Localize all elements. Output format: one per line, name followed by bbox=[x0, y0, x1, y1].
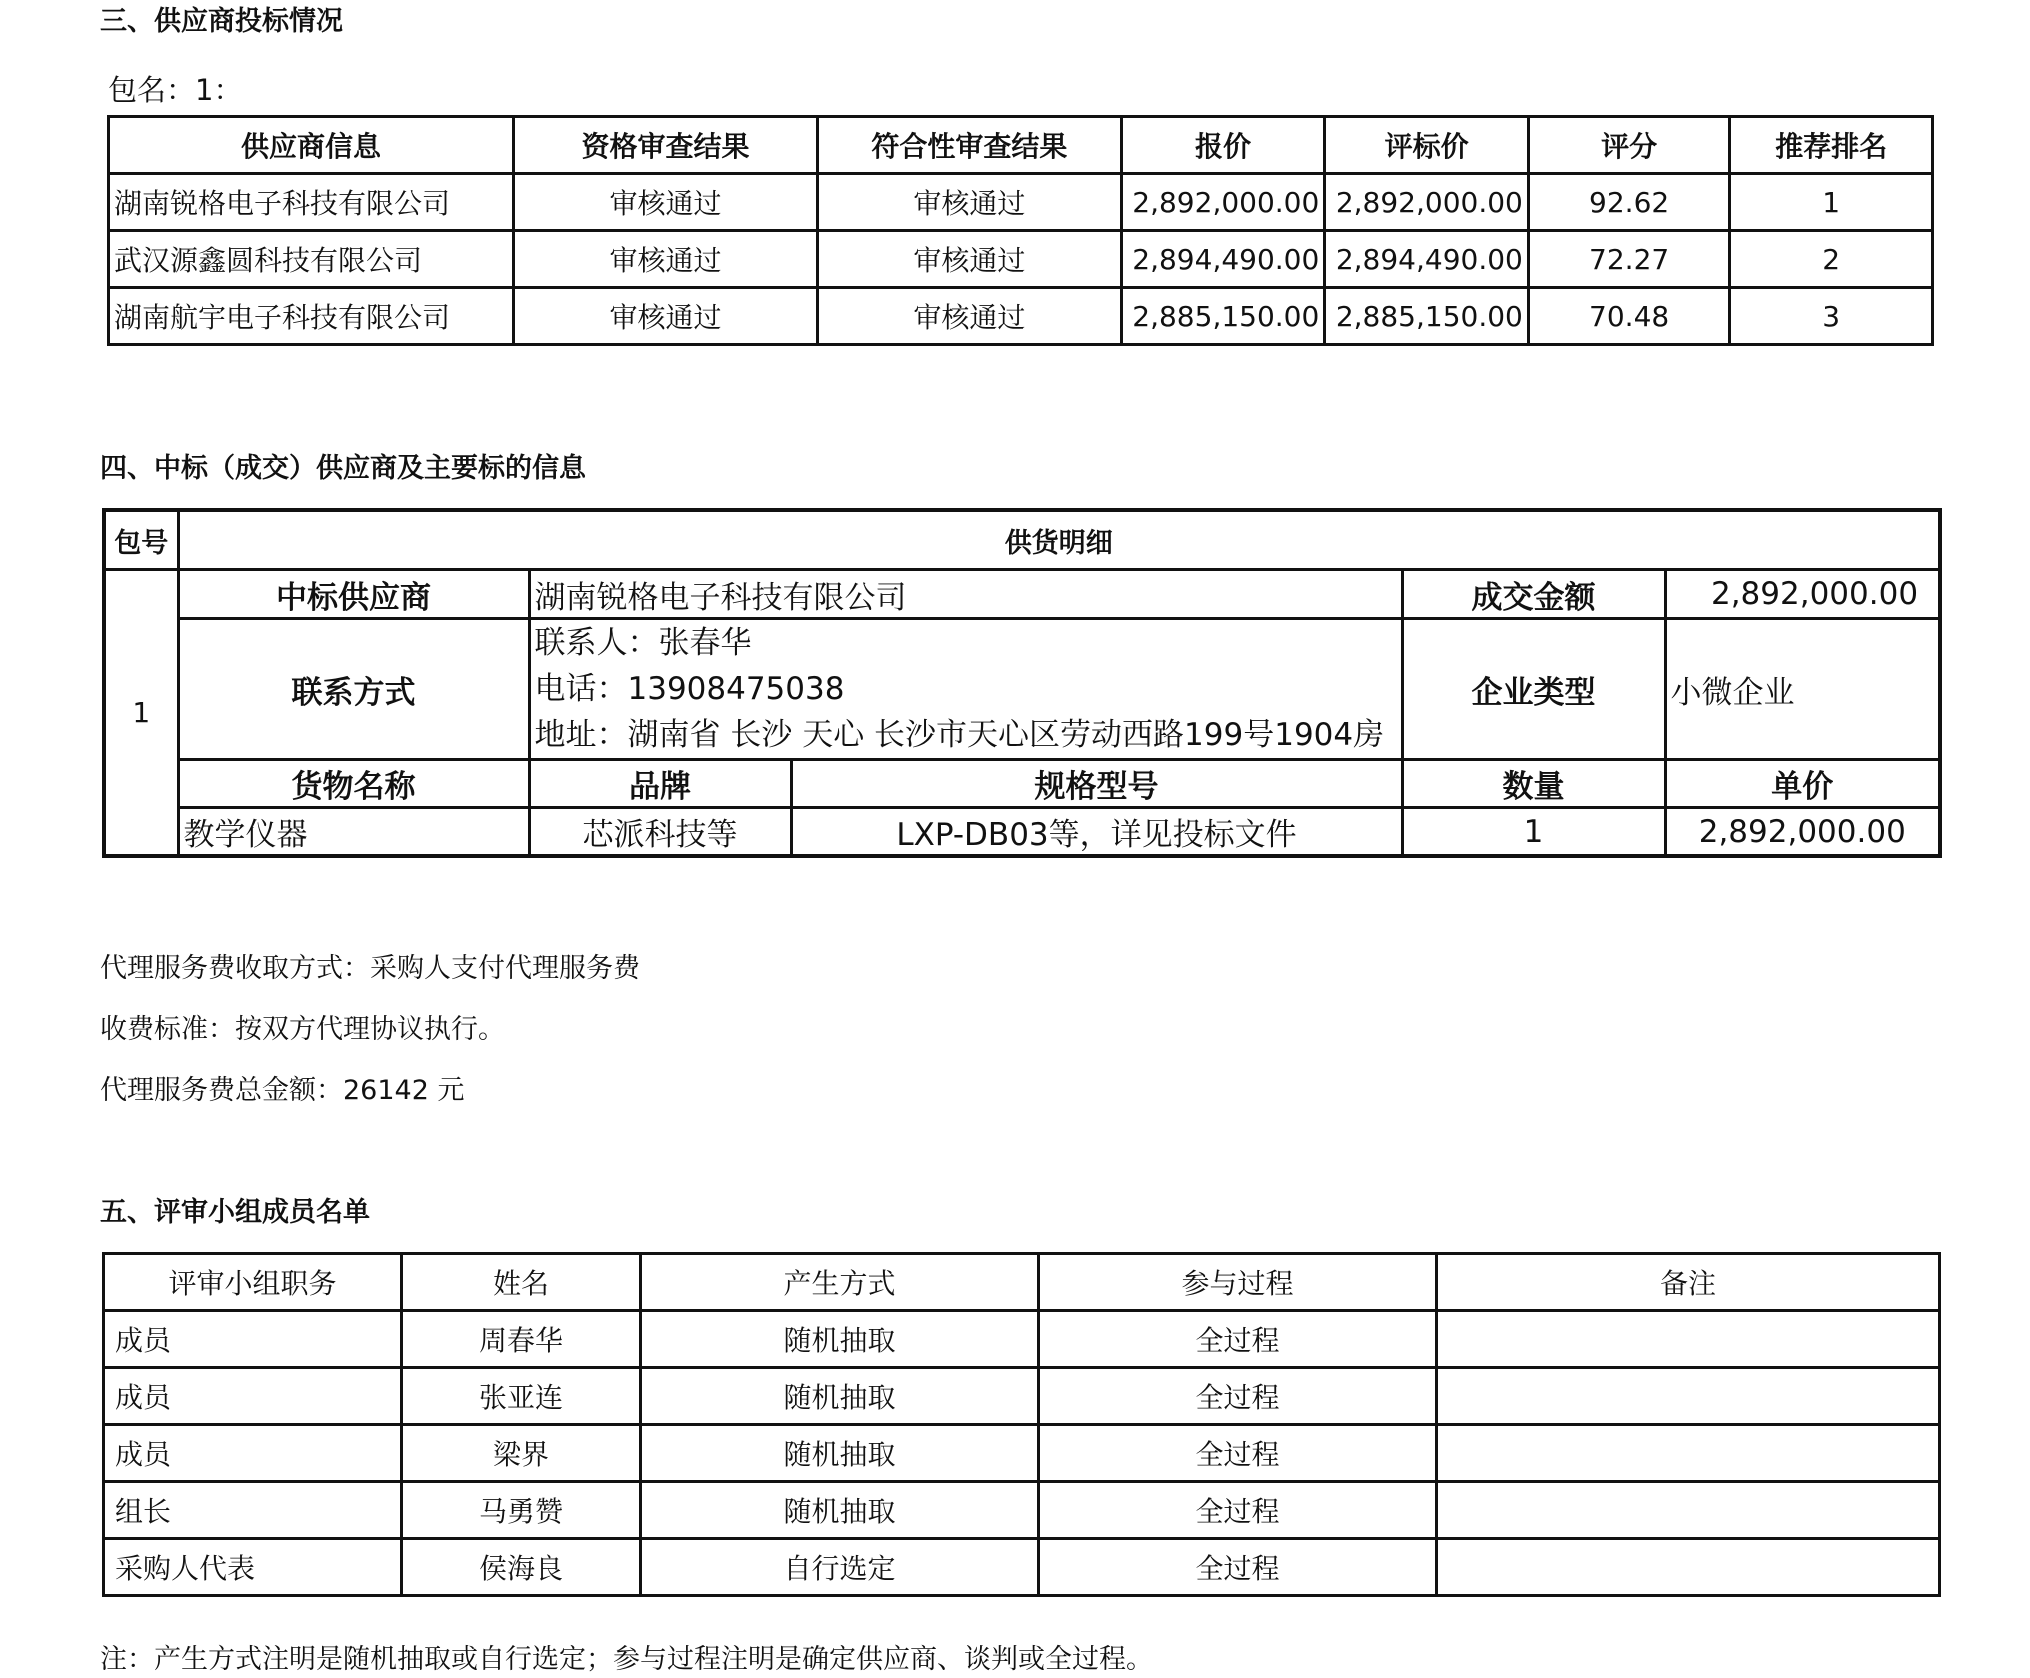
header-eval-price: 评标价 bbox=[1325, 117, 1529, 174]
goods-model: LXP-DB03等，详见投标文件 bbox=[791, 808, 1402, 857]
header-qualification: 资格审查结果 bbox=[514, 117, 818, 174]
enterprise-type: 小微企业 bbox=[1665, 619, 1940, 760]
table-row bbox=[109, 288, 1933, 345]
cell-method: 随机抽取 bbox=[641, 1482, 1039, 1539]
amount-label: 成交金额 bbox=[1402, 570, 1665, 619]
cell-eval-price: 2,885,150.00 bbox=[1325, 288, 1529, 345]
header-score: 评分 bbox=[1528, 117, 1730, 174]
contact-label: 联系方式 bbox=[178, 619, 529, 760]
bid-table bbox=[107, 115, 1934, 346]
bid-table-header bbox=[109, 117, 1933, 174]
award-table bbox=[102, 508, 1942, 858]
cell-process: 全过程 bbox=[1039, 1539, 1437, 1596]
cell-eval-price: 2,894,490.00 bbox=[1325, 231, 1529, 288]
cell-process: 全过程 bbox=[1039, 1482, 1437, 1539]
pkg-number: 1 bbox=[104, 570, 178, 857]
cell-quote: 2,894,490.00 bbox=[1121, 231, 1325, 288]
contact-info bbox=[529, 619, 1402, 760]
cell-remark bbox=[1437, 1539, 1940, 1596]
table-row bbox=[104, 1368, 1940, 1425]
cell-name: 周春华 bbox=[402, 1311, 641, 1368]
cell-quote: 2,885,150.00 bbox=[1121, 288, 1325, 345]
goods-header-row bbox=[104, 760, 1940, 808]
header-quote: 报价 bbox=[1121, 117, 1325, 174]
cell-name: 马勇赞 bbox=[402, 1482, 641, 1539]
header-supplier: 供应商信息 bbox=[109, 117, 514, 174]
pkg-header: 包号 bbox=[104, 510, 178, 570]
panel-table-header bbox=[104, 1254, 1940, 1311]
detail-header: 供货明细 bbox=[178, 510, 1940, 570]
table-row bbox=[104, 1482, 1940, 1539]
goods-qty: 1 bbox=[1402, 808, 1665, 857]
cell-remark bbox=[1437, 1368, 1940, 1425]
cell-rank: 1 bbox=[1730, 174, 1933, 231]
header-name: 姓名 bbox=[402, 1254, 641, 1311]
cell-remark bbox=[1437, 1311, 1940, 1368]
contact-person: 联系人：张春华 bbox=[534, 625, 752, 661]
cell-name: 侯海良 bbox=[402, 1539, 641, 1596]
cell-name: 梁界 bbox=[402, 1425, 641, 1482]
cell-score: 72.27 bbox=[1528, 231, 1730, 288]
contact-address: 地址：湖南省 长沙 天心 长沙市天心区劳动西路199号1904房 bbox=[534, 717, 1385, 753]
cell-method: 随机抽取 bbox=[641, 1425, 1039, 1482]
header-process: 参与过程 bbox=[1039, 1254, 1437, 1311]
fee-standard: 收费标准：按双方代理协议执行。 bbox=[100, 1014, 505, 1045]
cell-method: 自行选定 bbox=[641, 1539, 1039, 1596]
goods-header-brand: 品牌 bbox=[529, 760, 791, 808]
cell-role: 采购人代表 bbox=[104, 1539, 402, 1596]
header-remark: 备注 bbox=[1437, 1254, 1940, 1311]
cell-role: 成员 bbox=[104, 1311, 402, 1368]
cell-role: 组长 bbox=[104, 1482, 402, 1539]
enterprise-label: 企业类型 bbox=[1402, 619, 1665, 760]
header-method: 产生方式 bbox=[641, 1254, 1039, 1311]
cell-qualification: 审核通过 bbox=[514, 174, 818, 231]
goods-header-model: 规格型号 bbox=[791, 760, 1402, 808]
cell-quote: 2,892,000.00 bbox=[1121, 174, 1325, 231]
goods-header-price: 单价 bbox=[1665, 760, 1940, 808]
header-rank: 推荐排名 bbox=[1730, 117, 1933, 174]
cell-name: 张亚连 bbox=[402, 1368, 641, 1425]
award-table-header bbox=[104, 510, 1940, 570]
goods-header-name: 货物名称 bbox=[178, 760, 529, 808]
goods-row bbox=[104, 808, 1940, 857]
table-row bbox=[109, 231, 1933, 288]
panel-table bbox=[102, 1252, 1941, 1597]
cell-role: 成员 bbox=[104, 1368, 402, 1425]
cell-process: 全过程 bbox=[1039, 1311, 1437, 1368]
contact-phone: 电话：13908475038 bbox=[534, 671, 845, 707]
cell-eval-price: 2,892,000.00 bbox=[1325, 174, 1529, 231]
amount-value: 2,892,000.00 bbox=[1665, 570, 1940, 619]
section4-heading: 四、中标（成交）供应商及主要标的信息 bbox=[100, 453, 586, 484]
section3-heading: 三、供应商投标情况 bbox=[100, 6, 343, 37]
cell-score: 92.62 bbox=[1528, 174, 1730, 231]
cell-method: 随机抽取 bbox=[641, 1368, 1039, 1425]
header-role: 评审小组职务 bbox=[104, 1254, 402, 1311]
cell-rank: 2 bbox=[1730, 231, 1933, 288]
cell-score: 70.48 bbox=[1528, 288, 1730, 345]
package-label: 包名：1： bbox=[108, 73, 243, 107]
cell-process: 全过程 bbox=[1039, 1425, 1437, 1482]
cell-supplier: 湖南锐格电子科技有限公司 bbox=[109, 174, 514, 231]
cell-process: 全过程 bbox=[1039, 1368, 1437, 1425]
cell-remark bbox=[1437, 1425, 1940, 1482]
table-row bbox=[104, 1311, 1940, 1368]
header-conformity: 符合性审查结果 bbox=[817, 117, 1121, 174]
cell-conformity: 审核通过 bbox=[817, 231, 1121, 288]
winner-label: 中标供应商 bbox=[178, 570, 529, 619]
cell-supplier: 武汉源鑫圆科技有限公司 bbox=[109, 231, 514, 288]
fee-method: 代理服务费收取方式：采购人支付代理服务费 bbox=[100, 953, 640, 984]
cell-conformity: 审核通过 bbox=[817, 174, 1121, 231]
contact-row bbox=[104, 619, 1940, 760]
cell-rank: 3 bbox=[1730, 288, 1933, 345]
fee-total: 代理服务费总金额：26142 元 bbox=[100, 1075, 465, 1106]
table-row bbox=[104, 1425, 1940, 1482]
section5-heading: 五、评审小组成员名单 bbox=[100, 1197, 370, 1228]
table-row bbox=[104, 1539, 1940, 1596]
winner-row bbox=[104, 570, 1940, 619]
winner-name: 湖南锐格电子科技有限公司 bbox=[529, 570, 1402, 619]
cell-supplier: 湖南航宇电子科技有限公司 bbox=[109, 288, 514, 345]
goods-name: 教学仪器 bbox=[178, 808, 529, 857]
cell-conformity: 审核通过 bbox=[817, 288, 1121, 345]
goods-price: 2,892,000.00 bbox=[1665, 808, 1940, 857]
goods-brand: 芯派科技等 bbox=[529, 808, 791, 857]
cell-method: 随机抽取 bbox=[641, 1311, 1039, 1368]
goods-header-qty: 数量 bbox=[1402, 760, 1665, 808]
cell-qualification: 审核通过 bbox=[514, 231, 818, 288]
cell-qualification: 审核通过 bbox=[514, 288, 818, 345]
cell-role: 成员 bbox=[104, 1425, 402, 1482]
table-row bbox=[109, 174, 1933, 231]
footnote: 注：产生方式注明是随机抽取或自行选定；参与过程注明是确定供应商、谈判或全过程。 bbox=[100, 1644, 1153, 1675]
cell-remark bbox=[1437, 1482, 1940, 1539]
